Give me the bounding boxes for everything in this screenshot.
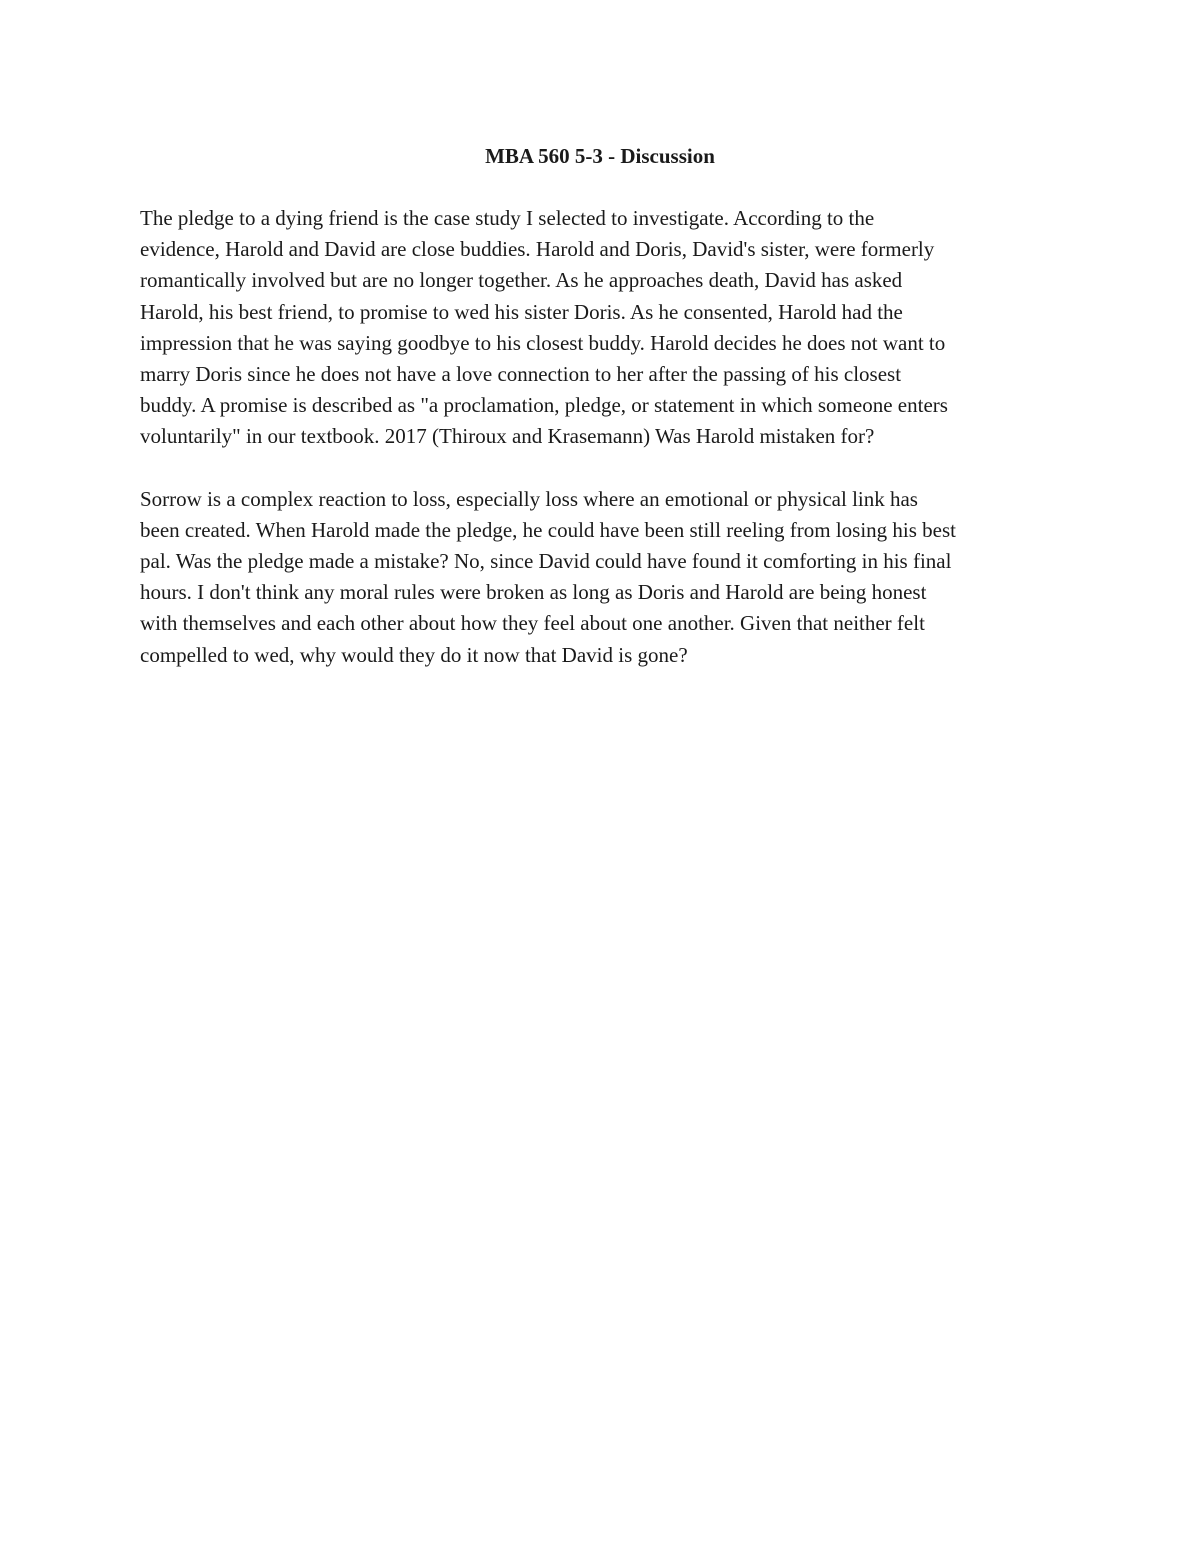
- text-line: evidence, Harold and David are close buddies. Harold and Doris, David's sister, were formerly: [140, 237, 935, 262]
- text-line: with themselves and each other about how they feel about one another. Given that neither felt: [140, 611, 925, 636]
- text-line: Harold, his best friend, to promise to wed his sister Doris. As he consented, Harold had the: [140, 299, 903, 324]
- text-line: buddy. A promise is described as "a proclamation, pledge, or statement in which someone enters: [140, 393, 948, 418]
- text-line: hours. I don't think any moral rules were broken as long as Doris and Harold are being honest: [140, 580, 927, 605]
- document-title: MBA 560 5-3 - Discussion: [485, 144, 715, 168]
- text-line: romantically involved but are no longer together. As he approaches death, David has asked: [140, 268, 903, 293]
- text-line: pal. Was the pledge made a mistake? No, since David could have found it comforting in his final: [140, 549, 952, 574]
- text-line: impression that he was saying goodbye to his closest buddy. Harold decides he does not want to: [140, 330, 946, 355]
- paragraph-2: [140, 484, 1062, 671]
- text-line: marry Doris since he does not have a love connection to her after the passing of his closest: [140, 362, 902, 387]
- text-line: compelled to wed, why would they do it now that David is gone?: [140, 642, 688, 667]
- text-line: The pledge to a dying friend is the case study I selected to investigate. According to the: [140, 206, 875, 230]
- text-line: been created. When Harold made the pledge, he could have been still reeling from losing his best: [140, 517, 957, 542]
- paragraph-1: [140, 203, 1062, 453]
- text-line: Sorrow is a complex reaction to loss, especially loss where an emotional or physical link has: [140, 486, 918, 511]
- text-line: voluntarily" in our textbook. 2017 (Thiroux and Krasemann) Was Harold mistaken for?: [140, 424, 875, 449]
- document-body: [140, 203, 1062, 702]
